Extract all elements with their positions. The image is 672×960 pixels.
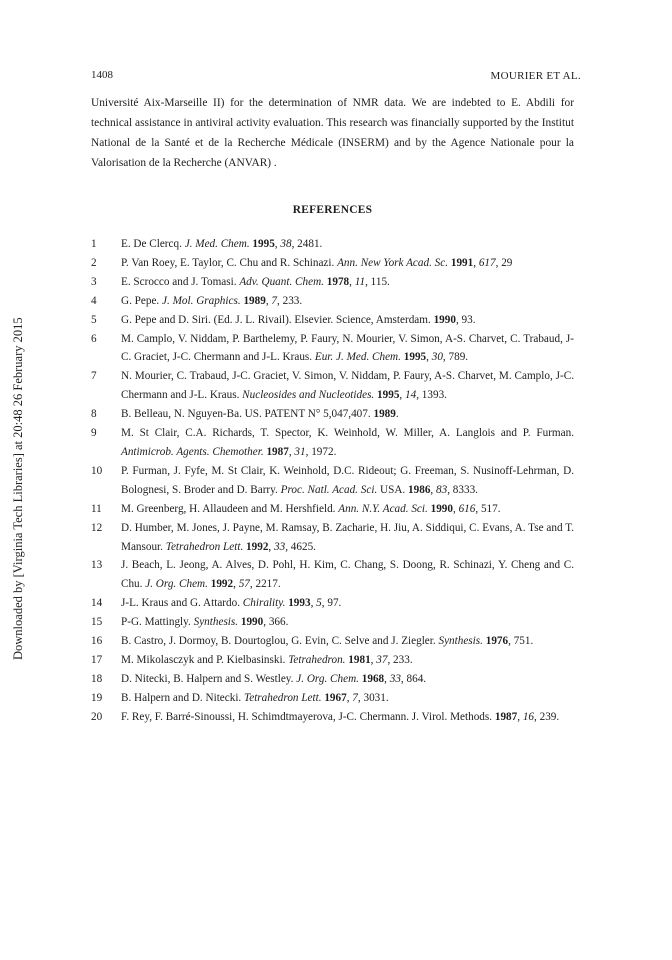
reference-citation: E. Scrocco and J. Tomasi. Adv. Quant. Chem. 1978, 11, 115.	[121, 275, 390, 288]
reference-number: 14	[91, 597, 103, 610]
reference-item	[91, 254, 574, 273]
reference-number: 11	[91, 502, 102, 515]
reference-citation: M. Camplo, V. Niddam, P. Barthelemy, P. Faury, N. Mourier, V. Simon, A-S. Charvet, C. Trabaud, J-C. Graciet, J-C. Chermann and J-L. Kraus. Eur. J. Med. Chem. 1995, 30, 789.	[121, 332, 574, 364]
reference-number: 3	[91, 275, 97, 288]
reference-citation: F. Rey, F. Barré-Sinoussi, H. Schimdtmayerova, J-C. Chermann. J. Virol. Methods. 1987, 16, 239.	[121, 710, 560, 723]
reference-item	[91, 424, 574, 462]
reference-item	[91, 462, 574, 500]
reference-item	[91, 273, 574, 292]
reference-item	[91, 613, 574, 632]
reference-number: 1	[91, 238, 97, 250]
reference-citation: M. St Clair, C.A. Richards, T. Spector, K. Weinhold, W. Miller, A. Langlois and P. Furman. Antimicrob. Agents. Chemother. 1987, 31, 1972.	[121, 427, 574, 458]
reference-number: 7	[91, 370, 97, 383]
reference-citation: D. Humber, M. Jones, J. Payne, M. Ramsay, B. Zacharie, H. Jiu, A. Siddiqui, C. Evans, A. Tse and T. Mansour. Tetrahedron Lett. 1992, 33, 4625.	[121, 521, 574, 553]
reference-item	[91, 651, 574, 670]
reference-item	[91, 632, 574, 651]
reference-item	[91, 519, 574, 557]
reference-number: 20	[91, 710, 103, 723]
reference-number: 16	[91, 635, 103, 648]
reference-citation: B. Castro, J. Dormoy, B. Dourtoglou, G. Evin, C. Selve and J. Ziegler. Synthesis. 1976, 751.	[121, 635, 534, 648]
reference-number: 13	[91, 559, 103, 572]
reference-citation: G. Pepe. J. Mol. Graphics. 1989, 7, 233.	[121, 294, 303, 307]
reference-citation: J-L. Kraus and G. Attardo. Chirality. 1993, 5, 97.	[121, 597, 342, 610]
references-heading: REFERENCES	[292, 204, 373, 216]
reference-citation: G. Pepe and D. Siri. (Ed. J. L. Rivail). Elsevier. Science, Amsterdam. 1990, 93.	[121, 313, 476, 326]
references-list	[91, 235, 574, 727]
download-watermark: Downloaded by [Virginia Tech Libraries] at 20:48 26 February 2015	[11, 317, 25, 660]
reference-number: 12	[91, 521, 103, 534]
reference-item	[91, 405, 574, 424]
reference-item	[91, 594, 574, 613]
reference-item	[91, 689, 574, 708]
reference-item	[91, 330, 574, 368]
running-title: MOURIER ET AL.	[490, 70, 581, 82]
reference-number: 17	[91, 653, 103, 666]
reference-item	[91, 708, 574, 727]
reference-citation: P. Van Roey, E. Taylor, C. Chu and R. Schinazi. Ann. New York Acad. Sc. 1991, 617, 29	[121, 256, 513, 269]
reference-citation: P-G. Mattingly. Synthesis. 1990, 366.	[121, 616, 289, 629]
reference-citation: P. Furman, J. Fyfe, M. St Clair, K. Weinhold, D.C. Rideout; G. Freeman, S. Nusinoff-Lehrman, D. Bolognesi, S. Broder and D. Barry. Proc. Natl. Acad. Sci. USA. 1986, 83, 8333.	[121, 464, 574, 496]
reference-number: 4	[91, 294, 97, 307]
reference-citation: J. Beach, L. Jeong, A. Alves, D. Pohl, H. Kim, C. Chang, S. Doong, R. Schinazi, Y. Cheng and C. Chu. J. Org. Chem. 1992, 57, 2217.	[121, 559, 574, 591]
reference-number: 6	[91, 332, 97, 345]
reference-citation: M. Mikolasczyk and P. Kielbasinski. Tetrahedron. 1981, 37, 233.	[121, 653, 413, 666]
reference-number: 10	[91, 464, 103, 477]
reference-citation: D. Nitecki, B. Halpern and S. Westley. J. Org. Chem. 1968, 33, 864.	[121, 672, 427, 685]
reference-item	[91, 292, 574, 311]
reference-citation: B. Belleau, N. Nguyen-Ba. US. PATENT N° 5,047,407. 1989.	[121, 408, 399, 421]
reference-number: 19	[91, 691, 103, 704]
reference-citation: M. Greenberg, H. Allaudeen and M. Hershfield. Ann. N.Y. Acad. Sci. 1990, 616, 517.	[121, 502, 501, 515]
reference-number: 2	[91, 256, 97, 269]
reference-citation: B. Halpern and D. Nitecki. Tetrahedron Lett. 1967, 7, 3031.	[121, 691, 389, 704]
reference-citation: N. Mourier, C. Trabaud, J-C. Graciet, V. Simon, V. Niddam, P. Faury, A-S. Charvet, M. Camplo, J-C. Chermann and J-L. Kraus. Nucleosides and Nucleotides. 1995, 14, 1393.	[121, 370, 574, 402]
reference-number: 8	[91, 408, 97, 421]
page-number: 1408	[91, 69, 113, 81]
reference-item	[91, 235, 574, 254]
reference-item	[91, 311, 574, 330]
reference-item	[91, 670, 574, 689]
reference-item	[91, 556, 574, 594]
reference-item	[91, 367, 574, 405]
reference-number: 9	[91, 427, 97, 440]
reference-number: 5	[91, 313, 97, 326]
acknowledgment-text: Université Aix-Marseille II) for the determination of NMR data. We are indebted to E. Abdili for technical assistance in antiviral activity evaluation. This research was financially supported by the Institut National de la Santé et de la Recherche Médicale (INSERM) and by the Agence Nationale pour la Valorisation de la Recherche (ANVAR) .	[91, 97, 574, 169]
reference-item	[91, 500, 574, 519]
reference-citation: E. De Clercq. J. Med. Chem. 1995, 38, 2481.	[121, 238, 323, 250]
reference-number: 15	[91, 616, 103, 629]
acknowledgment-paragraph	[91, 93, 574, 173]
reference-number: 18	[91, 672, 103, 685]
